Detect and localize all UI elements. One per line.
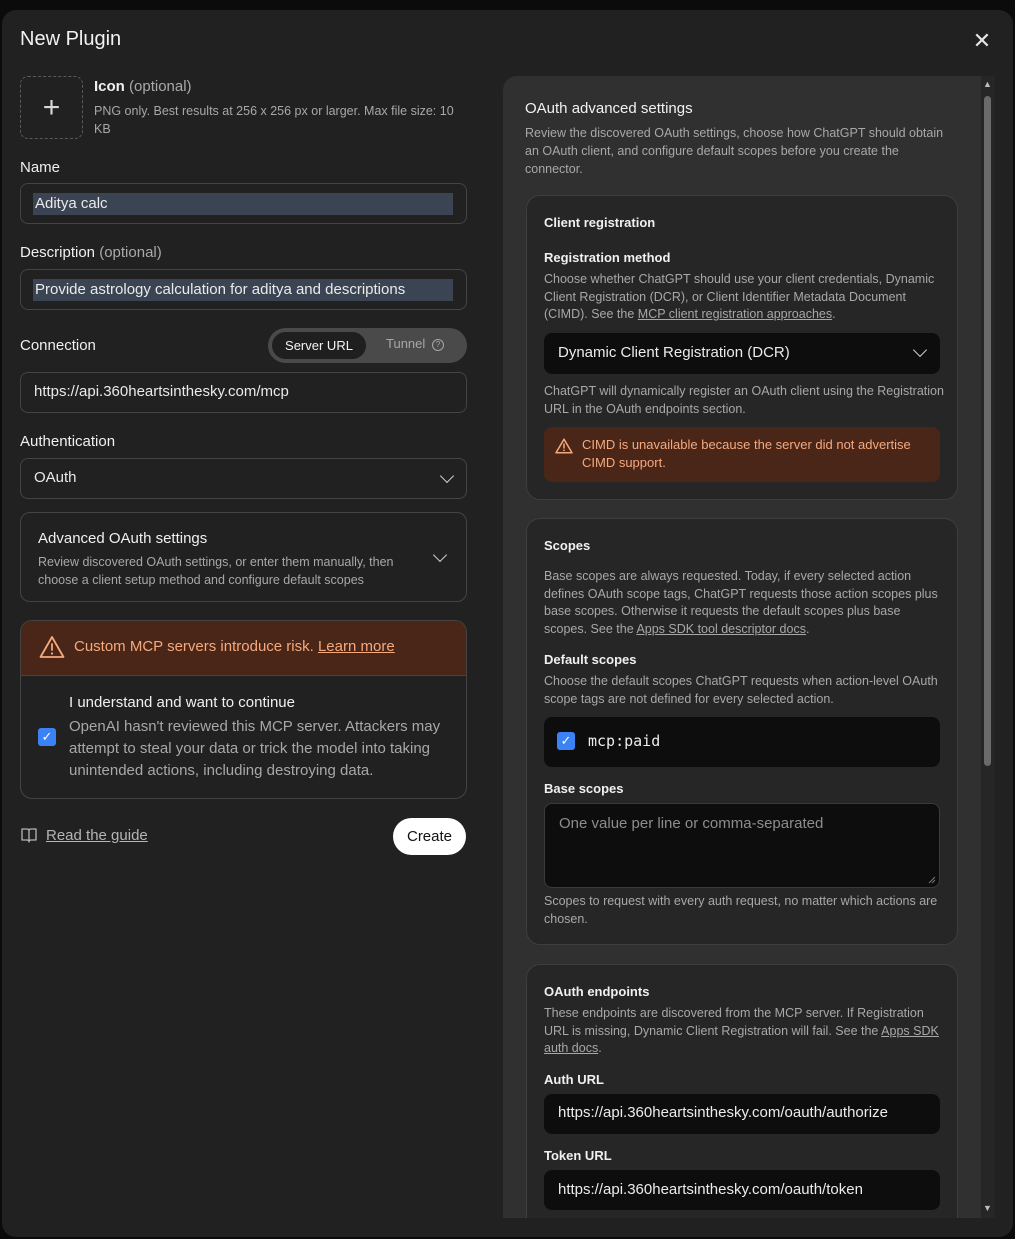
check-icon: ✓ xyxy=(41,729,53,744)
icon-help-text: PNG only. Best results at 256 x 256 px or larger. Max file size: 10 KB xyxy=(94,104,454,136)
registration-method-select[interactable] xyxy=(544,333,940,374)
advanced-oauth-description: Review discovered OAuth settings, or enter them manually, then choose a client setup method and configure default scopes xyxy=(38,555,394,587)
read-guide-link[interactable] xyxy=(20,826,148,844)
apps-sdk-auth-docs-link[interactable]: Apps SDK auth docs xyxy=(544,1023,939,1055)
token-url-value: https://api.360heartsinthesky.com/oauth/token xyxy=(558,1181,863,1198)
new-plugin-modal xyxy=(2,10,1013,1237)
connection-toggle xyxy=(268,328,467,363)
base-scopes-textarea[interactable] xyxy=(544,803,940,888)
authentication-value: OAuth xyxy=(34,469,77,486)
name-input[interactable] xyxy=(20,183,467,224)
risk-banner xyxy=(21,621,466,675)
consent-checkbox[interactable] xyxy=(38,728,56,746)
create-button[interactable]: Create xyxy=(393,818,466,855)
icon-upload-button[interactable] xyxy=(20,76,83,139)
chevron-down-icon xyxy=(433,548,447,562)
auth-url-label: Auth URL xyxy=(544,1072,604,1087)
oauth-endpoints-intro: These endpoints are discovered from the MCP server. If Registration URL is missing, Dynamic Client Registration will fail. See the Apps SDK auth docs. xyxy=(544,1006,939,1055)
chevron-down-icon xyxy=(440,469,454,483)
oauth-panel-title: OAuth advanced settings xyxy=(525,100,693,117)
authentication-select[interactable] xyxy=(20,458,467,499)
server-url-value: https://api.360heartsinthesky.com/mcp xyxy=(34,383,289,400)
book-icon xyxy=(20,826,38,844)
icon-label: Icon (optional) xyxy=(94,78,192,95)
tab-tunnel[interactable]: Tunnel xyxy=(386,336,426,351)
scopes-card xyxy=(526,518,958,945)
oauth-panel-intro: Review the discovered OAuth settings, choose how ChatGPT should obtain an OAuth client, and configure default scopes before you create the connector. xyxy=(525,126,944,176)
name-value: Aditya calc xyxy=(33,193,453,215)
registration-method-value: Dynamic Client Registration (DCR) xyxy=(558,344,790,361)
risk-title: Custom MCP servers introduce risk. Learn more xyxy=(74,638,395,655)
consent-description: OpenAI hasn't reviewed this MCP server. Attackers may attempt to steal your data or trick the model into taking unintended actions, including destroying data. xyxy=(69,718,441,779)
oauth-endpoints-title: OAuth endpoints xyxy=(544,984,650,999)
default-scope-label: mcp:paid xyxy=(588,732,661,750)
advanced-oauth-toggle[interactable] xyxy=(20,512,467,602)
risk-consent xyxy=(21,675,466,799)
registration-method-help: Choose whether ChatGPT should use your client credentials, Dynamic Client Registration (DCR), or Client Identifier Metadata Document (CIMD). See the MCP client registration approaches. xyxy=(544,272,935,321)
check-icon: ✓ xyxy=(560,733,572,748)
description-value: Provide astrology calculation for aditya and descriptions xyxy=(33,279,453,301)
risk-warning xyxy=(20,620,467,799)
advanced-oauth-title: Advanced OAuth settings xyxy=(38,530,208,547)
default-scopes-title: Default scopes xyxy=(544,652,637,667)
tab-server-url[interactable]: Server URL xyxy=(272,332,366,359)
description-label: Description (optional) xyxy=(20,244,162,261)
scroll-up-icon[interactable]: ▲ xyxy=(983,79,992,89)
read-guide-label: Read the guide xyxy=(46,826,148,844)
consent-label: I understand and want to continue xyxy=(69,694,295,711)
oauth-settings-panel xyxy=(503,76,981,1218)
icon-optional: (optional) xyxy=(129,78,192,95)
default-scopes-help: Choose the default scopes ChatGPT requests when action-level OAuth scope tags are not defined for every selected action. xyxy=(544,674,938,706)
cimd-alert xyxy=(544,427,940,482)
cimd-alert-text: CIMD is unavailable because the server did not advertise CIMD support. xyxy=(582,437,911,470)
close-icon[interactable]: ✕ xyxy=(972,28,992,53)
client-registration-title: Client registration xyxy=(544,215,656,230)
learn-more-link[interactable]: Learn more xyxy=(317,638,395,655)
default-scope-item[interactable] xyxy=(544,717,940,767)
modal-title: New Plugin xyxy=(20,28,122,50)
auth-url-value: https://api.360heartsinthesky.com/oauth/authorize xyxy=(558,1104,888,1121)
scopes-intro: Base scopes are always requested. Today, if every selected action defines OAuth scope tags, ChatGPT requests those action scopes plus base scopes. Otherwise it requests the default scopes plus base scopes. See the Apps SDK tool descriptor docs. xyxy=(544,569,938,636)
scopes-title: Scopes xyxy=(544,538,591,553)
server-url-input[interactable] xyxy=(20,372,467,413)
authentication-label: Authentication xyxy=(20,433,116,450)
default-scope-checkbox[interactable] xyxy=(557,732,575,750)
warning-icon xyxy=(555,438,573,454)
base-scopes-title: Base scopes xyxy=(544,781,624,796)
help-icon[interactable]: ? xyxy=(432,339,444,351)
token-url-input[interactable] xyxy=(544,1170,940,1210)
token-url-label: Token URL xyxy=(544,1148,612,1163)
base-scopes-placeholder: One value per line or comma-separated xyxy=(559,815,824,832)
scroll-down-icon[interactable]: ▼ xyxy=(983,1203,992,1213)
chevron-down-icon xyxy=(913,343,927,357)
oauth-endpoints-card xyxy=(526,964,958,1218)
description-input[interactable] xyxy=(20,269,467,310)
apps-sdk-tool-docs-link[interactable]: Apps SDK tool descriptor docs xyxy=(636,621,806,636)
name-label: Name xyxy=(20,159,61,176)
base-scopes-help: Scopes to request with every auth request, no matter which actions are chosen. xyxy=(544,894,938,926)
scrollbar-thumb[interactable] xyxy=(984,96,991,766)
description-optional: (optional) xyxy=(99,244,162,261)
client-registration-card xyxy=(526,195,958,500)
plus-icon: + xyxy=(42,90,61,124)
resize-handle-icon[interactable] xyxy=(928,876,936,884)
registration-method-note: ChatGPT will dynamically register an OAuth client using the Registration URL in the OAuth endpoints section. xyxy=(544,384,944,416)
registration-method-title: Registration method xyxy=(544,250,671,265)
mcp-registration-link[interactable]: MCP client registration approaches xyxy=(637,307,833,321)
auth-url-input[interactable] xyxy=(544,1094,940,1134)
connection-label: Connection xyxy=(20,337,96,354)
warning-icon xyxy=(39,635,65,659)
oauth-panel-scrollbar[interactable] xyxy=(981,76,995,1218)
